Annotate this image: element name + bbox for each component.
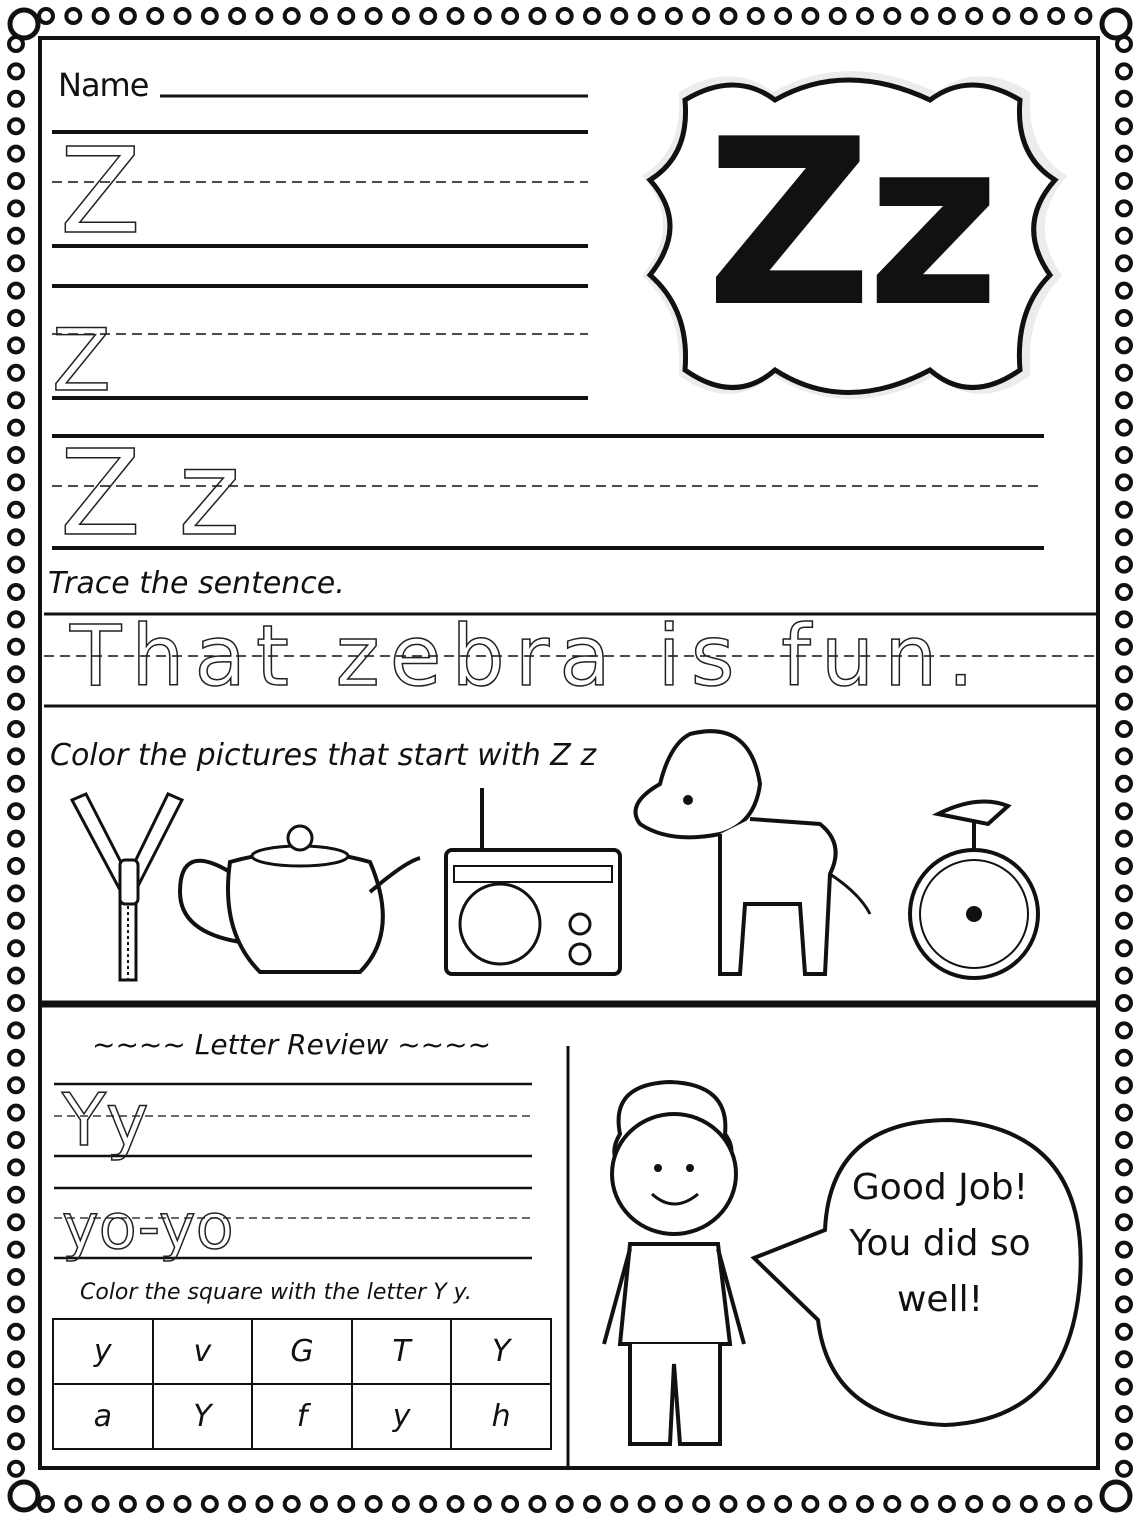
grid-cell[interactable]: h [451,1384,551,1449]
name-label: Name [58,66,149,104]
grid-cell[interactable]: v [153,1319,253,1384]
letter-review-heading: ~~~~ Letter Review ~~~~ [92,1028,492,1061]
color-pictures-heading: Color the pictures that start with Z z [50,738,597,773]
speech-line-3: well! [896,1279,984,1320]
grid-cell[interactable]: G [252,1319,352,1384]
grid-cell[interactable]: Y [153,1384,253,1449]
boy-illustration-icon [590,1074,760,1464]
radio-icon [440,784,626,978]
letter-grid [52,1318,552,1450]
color-square-heading: Color the square with the letter Y y. [80,1280,472,1305]
grid-cell[interactable]: y [53,1319,153,1384]
trace-sentence-heading: Trace the sentence. [48,566,345,601]
grid-row [53,1384,551,1449]
grid-cell[interactable]: f [252,1384,352,1449]
grid-cell[interactable]: Y [451,1319,551,1384]
speech-line-2: You did so [849,1223,1031,1264]
unicycle-icon [898,784,1054,984]
speech-text [820,1160,1060,1328]
review-word: yo-yo [62,1190,234,1263]
review-letters: Yy [62,1078,149,1162]
trace-sentence: That zebra is fun. [70,607,985,705]
trace-row-1: Z [60,122,141,260]
grid-cell[interactable]: y [352,1384,452,1449]
speech-line-1: Good Job! [851,1167,1029,1208]
trace-row-3: Z z [60,424,241,562]
grid-cell[interactable]: T [352,1319,452,1384]
big-letter-pair: Zz [705,91,995,358]
zebra-icon [630,724,880,990]
grid-row [53,1319,551,1384]
teapot-icon [170,822,430,984]
trace-row-2: Z [52,311,111,411]
grid-cell[interactable]: a [53,1384,153,1449]
